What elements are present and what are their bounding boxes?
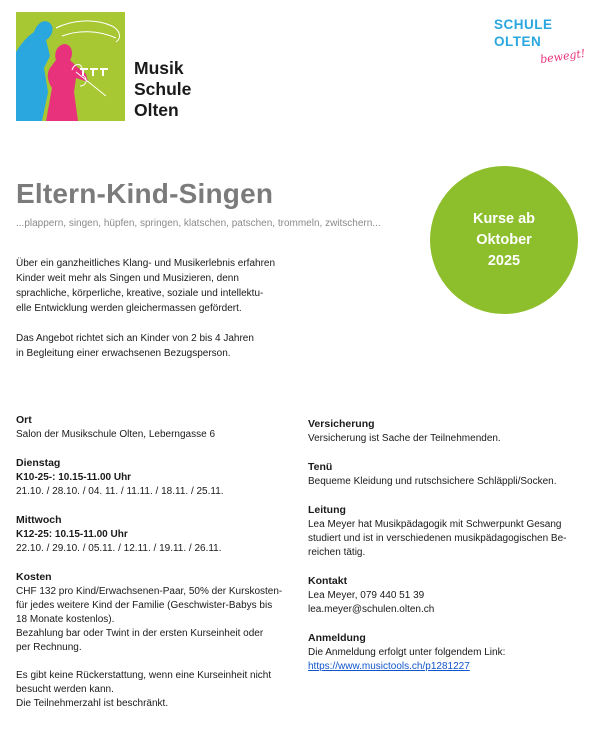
section-anmeldung: [308, 631, 593, 674]
logo-line-1: Musik: [134, 58, 184, 78]
ort-text: Salon der Musikschule Olten, Leberngasse 6: [16, 429, 216, 440]
section-versicherung: [308, 417, 593, 446]
logo-line-3: Olten: [134, 100, 179, 120]
page-title: Eltern-Kind-Singen: [16, 178, 274, 209]
course-start-badge: [430, 166, 578, 314]
anmeldung-heading: Anmeldung: [308, 632, 366, 644]
leitung-text: Lea Meyer hat Musikpädagogik mit Schwerpunkt Gesang studiert und ist in verschiedenen musikpädagogischen Be- reichen tätig.: [308, 519, 567, 558]
section-leitung: [308, 503, 593, 560]
dienstag-dates: 21.10. / 28.10. / 04. 11. / 11.11. / 18.11. / 25.11.: [16, 486, 224, 497]
mittwoch-heading: Mittwoch: [16, 514, 62, 526]
info-column-left: [16, 413, 301, 725]
musikschule-wordmark: [134, 58, 191, 121]
versicherung-heading: Versicherung: [308, 418, 375, 430]
schule-olten-logo: [494, 16, 587, 76]
section-kontakt: [308, 574, 593, 617]
anmeldung-text: Die Anmeldung erfolgt unter folgendem Link:: [308, 647, 506, 658]
kontakt-heading: Kontakt: [308, 575, 348, 587]
intro-text: [16, 256, 316, 361]
violin-players-illustration: [16, 12, 125, 121]
ort-heading: Ort: [16, 414, 32, 426]
registration-link[interactable]: https://www.musictools.ch/p1281227: [308, 661, 470, 672]
kontakt-text: Lea Meyer, 079 440 51 39 lea.meyer@schulen.olten.ch: [308, 590, 435, 615]
musikschule-logo: [16, 12, 125, 121]
page-subtitle: ...plappern, singen, hüpfen, springen, klatschen, patschen, trommeln, zwitschern...: [16, 218, 381, 229]
versicherung-text: Versicherung ist Sache der Teilnehmenden.: [308, 433, 501, 444]
kosten-note: Es gibt keine Rückerstattung, wenn eine Kurseinheit nicht besucht werden kann. Die Teilnehmerzahl ist beschränkt.: [16, 670, 272, 709]
mittwoch-dates: 22.10. / 29.10. / 05.11. / 12.11. / 19.11. / 26.11.: [16, 543, 222, 554]
kosten-heading: Kosten: [16, 571, 52, 583]
logo-line-2: Schule: [134, 79, 192, 99]
badge-line-2: Oktober: [476, 231, 532, 248]
tenue-heading: Tenü: [308, 461, 333, 473]
section-mittwoch: [16, 513, 301, 556]
leitung-heading: Leitung: [308, 504, 346, 516]
tenue-text: Bequeme Kleidung und rutschsichere Schläppli/Socken.: [308, 476, 557, 487]
dienstag-heading: Dienstag: [16, 457, 61, 469]
mittwoch-course: K12-25: 10.15-11.00 Uhr: [16, 529, 128, 540]
school-logo-line-1: SCHULE: [494, 17, 553, 32]
section-tenue: [308, 460, 593, 489]
intro-paragraph-1: Über ein ganzheitliches Klang- und Musikerlebnis erfahren Kinder weit mehr als Singen und Musizieren, denn sprachliche, körperliche, kreative, soziale und intellektu- elle Entwicklung werden gleichermassen gefördert.: [16, 258, 276, 314]
kosten-text: CHF 132 pro Kind/Erwachsenen-Paar, 50% der Kurskosten- für jedes weitere Kind der Familie (Geschwister-Babys bis 18 Monate kostenlos). Bezahlung bar oder Twint in der ersten Kurseinheit oder per Rechnung.: [16, 586, 283, 653]
school-logo-line-2: OLTEN: [494, 34, 542, 49]
section-kosten: [16, 570, 301, 711]
school-logo-tagline: bewegt!: [539, 46, 587, 67]
section-ort: [16, 413, 301, 442]
badge-line-1: Kurse ab: [472, 210, 536, 227]
info-column-right: [308, 417, 593, 688]
badge-line-3: 2025: [487, 252, 521, 269]
dienstag-course: K10-25-: 10.15-11.00 Uhr: [16, 472, 132, 483]
intro-paragraph-2: Das Angebot richtet sich an Kinder von 2 bis 4 Jahren in Begleitung einer erwachsenen Bezugsperson.: [16, 333, 254, 359]
section-dienstag: [16, 456, 301, 499]
